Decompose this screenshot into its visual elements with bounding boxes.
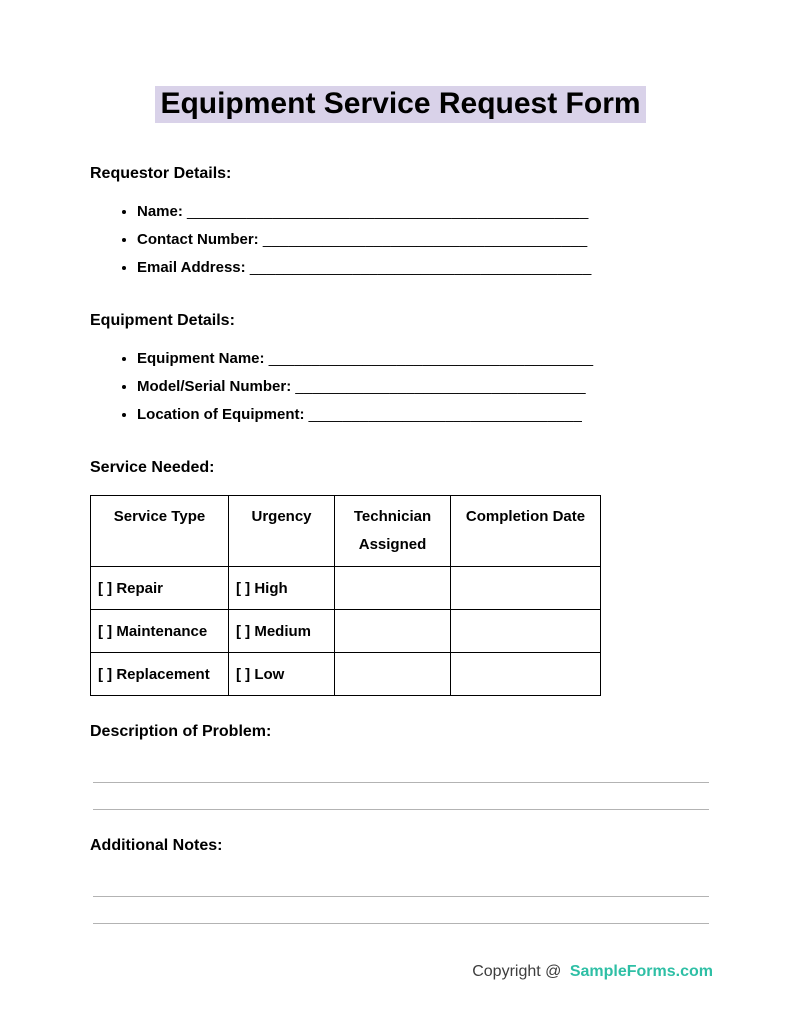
- field-name-fill-line: _______________________________________________: [187, 203, 589, 220]
- equipment-details-section: [90, 312, 711, 429]
- requestor-details-section: [90, 165, 711, 282]
- cell-maintenance-checkbox: [ ] Maintenance: [91, 610, 229, 653]
- field-equipment-name: [137, 345, 711, 373]
- cell-completion-date-1: [451, 567, 601, 610]
- cell-technician-2: [335, 610, 451, 653]
- field-equipment-name-fill-line: ______________________________________: [268, 350, 594, 367]
- field-model-serial-number: [137, 373, 711, 401]
- cell-low-checkbox: [ ] Low: [229, 653, 335, 696]
- cell-repair-checkbox: [ ] Repair: [91, 567, 229, 610]
- header-completion-date: Completion Date: [451, 496, 601, 567]
- description-of-problem-heading: Description of Problem:: [90, 723, 272, 740]
- requestor-fields-list: [90, 198, 711, 282]
- equipment-fields-list: [90, 345, 711, 429]
- cell-medium-checkbox: [ ] Medium: [229, 610, 335, 653]
- description-of-problem-section: [90, 723, 711, 810]
- field-email-address-label: Email Address:: [137, 259, 246, 276]
- field-name-label: Name:: [137, 203, 183, 220]
- field-location-of-equipment-label: Location of Equipment:: [137, 406, 305, 423]
- write-line: [93, 897, 709, 924]
- footer: [472, 963, 713, 981]
- field-email-address-fill-line: ________________________________________: [249, 259, 592, 276]
- cell-completion-date-3: [451, 653, 601, 696]
- field-contact-number: [137, 226, 711, 254]
- page-title-highlight: Equipment Service Request Form: [155, 86, 645, 123]
- field-contact-number-label: Contact Number:: [137, 231, 259, 248]
- write-line: [93, 756, 709, 783]
- table-header-row: [91, 496, 601, 567]
- service-needed-table: [90, 495, 601, 696]
- table-row: [91, 610, 601, 653]
- cell-high-checkbox: [ ] High: [229, 567, 335, 610]
- requestor-details-heading: Requestor Details:: [90, 165, 232, 182]
- field-location-of-equipment-fill-line: ________________________________: [308, 406, 583, 423]
- cell-replacement-checkbox: [ ] Replacement: [91, 653, 229, 696]
- equipment-details-heading: Equipment Details:: [90, 312, 235, 329]
- notes-write-lines: [93, 870, 709, 924]
- field-equipment-name-label: Equipment Name:: [137, 350, 265, 367]
- table-row: [91, 567, 601, 610]
- field-email-address: [137, 254, 711, 282]
- field-location-of-equipment: [137, 401, 711, 429]
- service-needed-section: [90, 459, 711, 696]
- page-title: [90, 85, 711, 123]
- cell-completion-date-2: [451, 610, 601, 653]
- cell-technician-3: [335, 653, 451, 696]
- field-contact-number-fill-line: ______________________________________: [262, 231, 588, 248]
- additional-notes-section: [90, 837, 711, 924]
- service-needed-heading: Service Needed:: [90, 459, 215, 476]
- copyright-text: Copyright @: [472, 963, 562, 980]
- description-write-lines: [93, 756, 709, 810]
- write-line: [93, 870, 709, 897]
- field-model-serial-number-fill-line: __________________________________: [295, 378, 586, 395]
- additional-notes-heading: Additional Notes:: [90, 837, 223, 854]
- field-name: [137, 198, 711, 226]
- sampleforms-link[interactable]: SampleForms.com: [569, 963, 713, 980]
- header-service-type: Service Type: [91, 496, 229, 567]
- cell-technician-1: [335, 567, 451, 610]
- field-model-serial-number-label: Model/Serial Number:: [137, 378, 292, 395]
- header-urgency: Urgency: [229, 496, 335, 567]
- header-technician-assigned: Technician Assigned: [335, 496, 451, 567]
- write-line: [93, 783, 709, 810]
- table-row: [91, 653, 601, 696]
